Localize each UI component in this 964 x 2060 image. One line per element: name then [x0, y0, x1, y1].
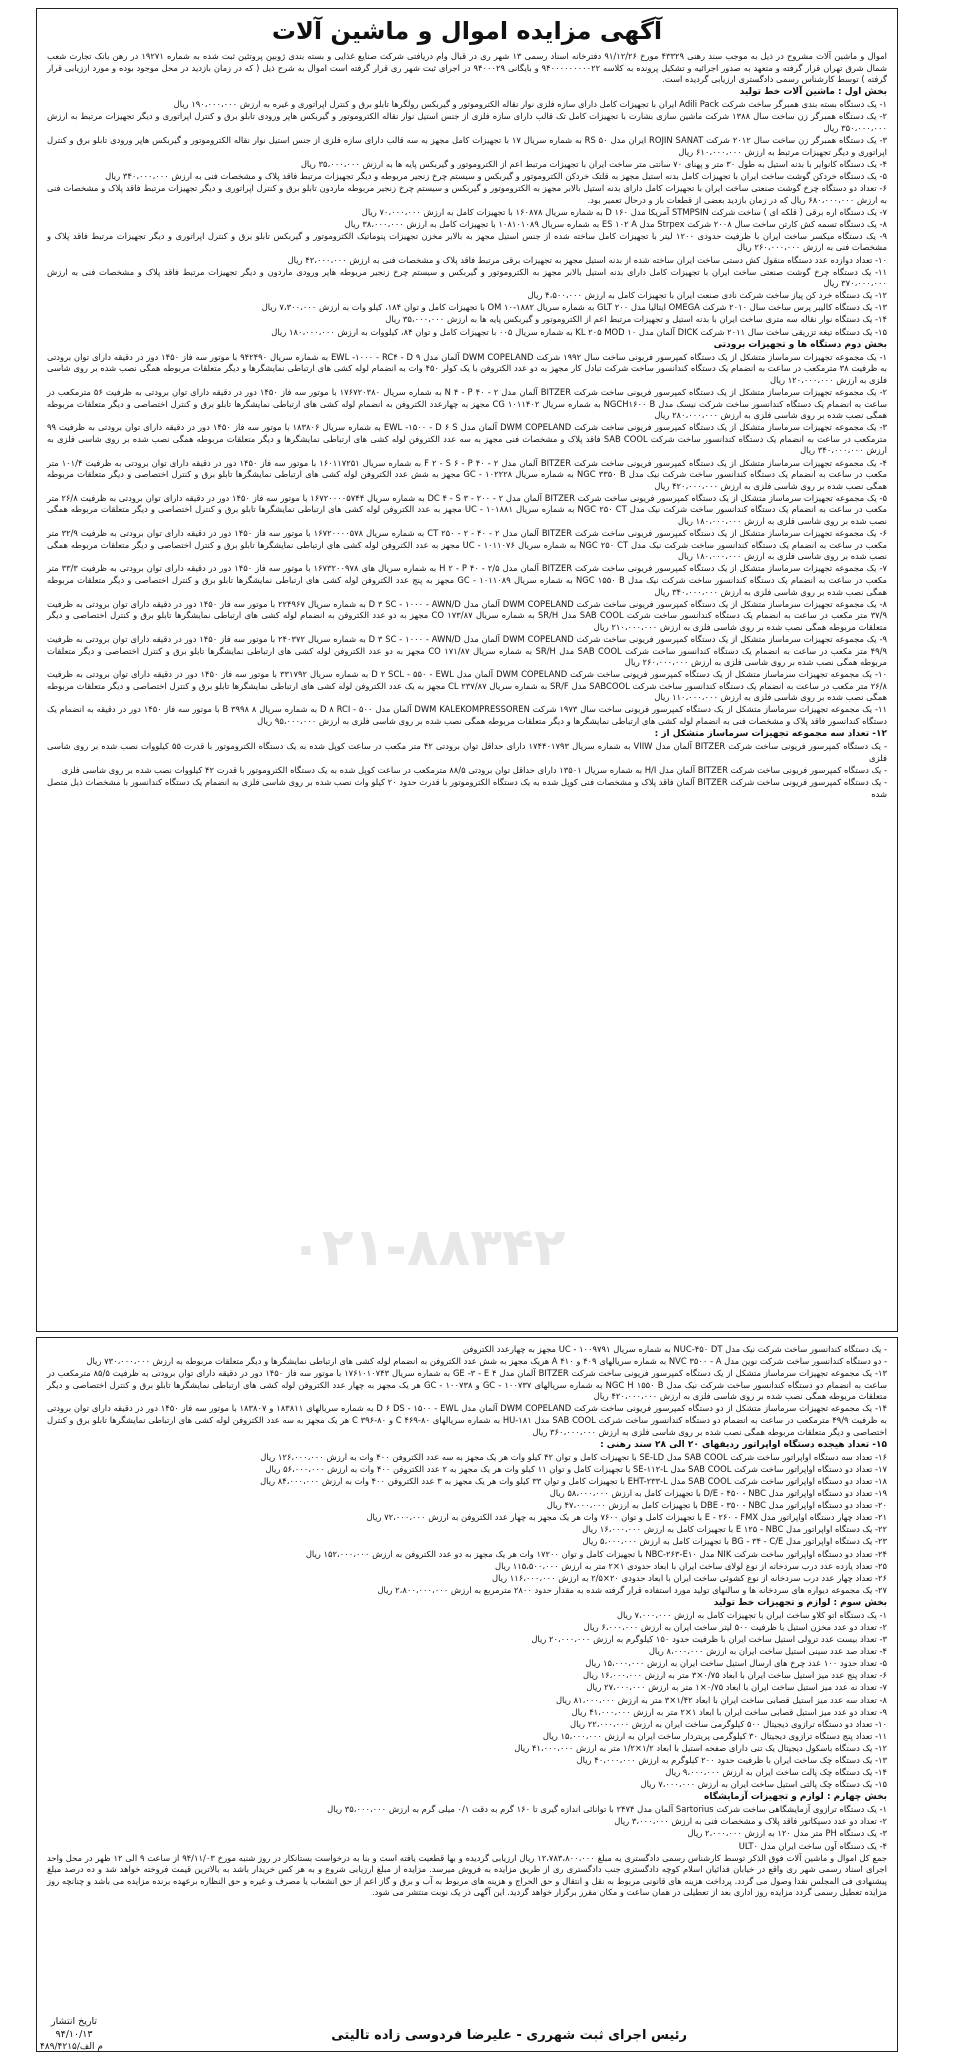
notice-part-2: [36, 1337, 898, 2052]
list-item: ۲۲- یک دستگاه اواپراتور مدل E ۱۲۵ - NBC با تجهیزات کامل به ارزش ۱۶،۰۰۰،۰۰۰ ریال: [582, 1524, 887, 1535]
list-item: - یک دستگاه کمپرسور فریونی ساخت شرکت BITZER آلمان فاقد پلاک و مشخصات فنی کوپل شده به یک دستگاه الکتروموتور با قدرت حدود ۲۰ کیلو وات نصب شده بر روی شاسی فلزی به انضمام یک دستگاه کندانسور با مشخصات ذیل متصل شده: [47, 776, 887, 799]
section-heading: ۱۲- تعداد سه مجموعه تجهیزات سرماساز متشکل از :: [654, 729, 887, 740]
list-item: ۲۴- تعداد دو دستگاه اواپراتور ساخت شرکت NIK مدل NBC-۲۶۳-E۱۰ با تجهیزات کامل و توان ۱۷۲۰۰ وات هر یک مجهز به دو عدد الکتروفن به ارزش ۱۵۲،۰۰۰،۰۰۰ ریال: [305, 1548, 887, 1559]
list-item: ۵- تعداد حدود ۱۰۰ عدد چرخ های ارسال استیل ساخت ایران به ارزش ۱۵،۰۰۰،۰۰۰ ریال: [585, 1658, 887, 1669]
list-item: ۱۴- یک دستگاه چک پالت ساخت ایران به ارزش ۹،۰۰۰،۰۰۰ ریال: [665, 1767, 887, 1778]
list-item: ۲- یک مجموعه تجهیزات سرماساز متشکل از یک دستگاه کمپرسور فریونی ساخت شرکت BITZER آلمان مدل N ۴ - P ۴۰ - ۲ به شماره سریال ۱۷۶۷۲۰۳۸۰ با موتور سه فاز ۱۴۵۰ دور در دقیقه دارای توان برودتی به ظرفیت ۵۶ مترمکعب در ساعت به انضمام یک دستگاه کندانسور ساخت شرکت نیسک مدل NGCH۱۶۰۰ B به شماره سریال ۱۰۱۱۴۰۲ CG مجهز به چهارعدد الکتروفن به انضمام لوله کشی های ارتباطی نمایشگرها تابلو برق و کنترل اختصاصی و دیگر متعلقات مربوطه همگی نصب شده بر روی شاسی فلزی به ارزش ۲۸۰،۰۰۰،۰۰۰ ریال: [47, 386, 887, 421]
list-item: ۱۰- تعداد دو دستگاه ترازوی دیجیتال ۵۰۰ کیلوگرمی ساخت ایران به ارزش ۲۲،۰۰۰،۰۰۰ ریال: [570, 1718, 887, 1729]
list-item: ۱۲- یک دستگاه باسکول دیجیتال یک تنی دارای صفحه استیل با ابعاد ۱/۲×۱/۲ متر به ارزش ۴۱،۰۰۰،۰۰۰ ریال: [514, 1742, 887, 1753]
sections-bottom: [47, 1439, 887, 1852]
list-item: ۳- یک دستگاه همبرگر زن ساخت سال ۲۰۱۲ شرکت ROJIN SANAT ایران مدل RS ۵۰ به شماره سریال ۱۷ با تجهیزات کامل مجهز به سه قالب دارای سازه فلزی از جنس استیل نوار نقاله الکتروموتور و گیربکس هاپر ورودی تابلو برق و کنترل اپراتوری و دیگر تجهیزات مرتبط به ارزش ۶۱۰،۰۰۰،۰۰۰ ریال: [47, 135, 887, 157]
list-item: ۲- تعداد دو عدد مخزن استیل با ظرفیت ۵۰۰ لیتر ساخت ایران به ارزش ۶،۰۰۰،۰۰۰ ریال: [583, 1621, 887, 1632]
page-title: آگهی مزایده اموال و ماشین آلات: [271, 17, 663, 45]
notice-part-1: [36, 8, 898, 1332]
list-item: ۷- تعداد نه عدد میز استیل ساخت ایران با ابعاد ۰/۷۵×۱ متر به ارزش ۲۷،۰۰۰،۰۰۰ ریال: [586, 1682, 887, 1693]
list-item: ۹- یک مجموعه تجهیزات سرماساز متشکل از یک دستگاه کمپرسور فریونی ساخت شرکت DWM COPELAND آلمان مدل D ۳ SC - ۱۰۰۰ - AWN/D به شماره سریال ۲۴۰۳۷۲ با موتور سه فاز ۱۴۵۰ دور در دقیقه دارای توان برودتی به ظرفیت ۴۹/۹ متر مکعب در ساعت به انضمام یک دستگاه کندانسور ساخت شرکت SAB COOL مدل SR/H به شماره سریال CO ۱۷۱/۸۷ مجهز به دو عدد الکتروفن لوله کشی های ارتباطی نمایشگرها تابلو برق و کنترل اختصاصی و دیگر متعلقات مربوطه همگی نصب شده بر روی شاسی فلزی به ارزش ۲۶۰،۰۰۰،۰۰۰ ریال: [47, 633, 887, 668]
section-heading: ۱۵- تعداد هیجده دستگاه اواپراتور ردیفهای ۲۰ الی ۲۸ سند رهنی :: [600, 1439, 887, 1450]
list-item: ۸- یک دستگاه تسمه کش کارتن ساخت سال ۲۰۰۸ شرکت Strpex مدل ES ۱۰۲ A به شماره سریال ۱۰۸۱۰۱۰۸۹ با تجهیزات کامل به ارزش ۳۸،۰۰۰،۰۰۰ ریال: [344, 218, 887, 229]
list-item: - یک دستگاه کندانسور ساخت شرکت نیک مدل NUC-۴۵۰ DT به شماره سریال ۱۰۰۹۷۹۱ - UC مجهز به چهارعدد الکتروفن: [463, 1344, 887, 1354]
publish-date-value: ۹۴/۱۰/۱۳: [55, 2029, 93, 2040]
footer: [47, 1999, 887, 2047]
publish-date-label: تاریخ انتشار: [51, 2016, 98, 2027]
list-item: ۳- یک دستگاه PH متر مدل ۱۲۰ به ارزش ۲،۰۰۰،۰۰۰ ریال: [687, 1828, 887, 1839]
signature: رئیس اجرای ثبت شهرری - علیرضا فردوسی زاده تالیتی: [331, 2028, 687, 2043]
list-item: ۲۰- تعداد دو دستگاه اواپراتور مدل DBE - ۳۵۰ - NBC با تجهیزات کامل به ارزش ۴۷،۰۰۰،۰۰۰ ریال: [546, 1500, 887, 1511]
list-item: ۱۱- تعداد پنج دستگاه ترازوی دیجیتال ۳۰ کیلوگرمی پریتردار ساخت ایران به ارزش ۱۵،۰۰۰،۰۰۰ ریال: [542, 1730, 887, 1741]
document-code: م الف/۴۸۹/۴۲۱۵: [40, 2042, 103, 2052]
list-item: ۱۱- یک دستگاه چرخ گوشت صنعتی ساخت ایران با تجهیزات کامل دارای بدنه استیل بالابر مجهز به الکتروموتور و گیربکس و سیستم چرخ زنجیر مربوطه هاپر ورودی ماردون و دیگر تجهیزات مرتبط فاقد پلاک و مشخصات فنی به ارزش ۳۷۰،۰۰۰،۰۰۰ ریال: [47, 266, 887, 289]
list-item: ۱۴- یک دستگاه نوار نقاله سه متری ساخت ایران با بدنه استیل و تجهیزات مرتبط اعم از الکتروموتور و گیربکس پایه ها به ارزش ۳۵،۰۰۰،۰۰۰ ریال: [385, 314, 887, 325]
list-item: ۱- یک مجموعه تجهیزات سرماساز متشکل از یک دستگاه کمپرسور فریونی ساخت سال ۱۹۹۲ شرکت DWM COPELAND آلمان مدل EWL -۱۰۰۰ - RC۴ - D ۹ به شماره سریال ۹۴۲۴۹۰ با موتور سه فاز ۱۴۵۰ دور در دقیقه دارای توان برودتی به ظرفیت ۳۸ مترمکعب در ساعت به انضمام یک دستگاه کندانسور ساخت شرکت تبادل کار مجهز به دو عدد الکتروفن با یک کولر ۴۵۰ وات به انضمام لوله کشی های ارتباطی نمایشگرها و دیگر متعلقات مربوطه همگی نصب شده بر روی شاسی فلزی به ارزش ۱۲۰،۰۰۰،۰۰۰ ریال: [47, 351, 887, 385]
section-heading: بخش دوم دستگاه ها و تجهیزات برودتی: [713, 339, 887, 350]
list-item: ۲- یک دستگاه همبرگر زن ساخت سال ۱۳۸۸ شرکت ماشین سازی بشارت با تجهیزات کامل تک قالب دارای سازه فلزی از جنس استیل نوار نقاله الکتروموتور و گیربکس هاپر ورودی تابلو برق و کنترل اپراتوری و دیگر تجهیزات مرتبط به ارزش ۳۵۰،۰۰۰،۰۰۰ ریال: [47, 111, 888, 133]
list-item: ۱۳- یک دستگاه کالیبر پرس ساخت سال ۲۰۱۰ شرکت OMEGA ایتالیا مدل GLT ۲۰۰ به شماره سریال ۱۸۸۲-۱۰ OM با تجهیزات کامل و توان ۱۸۴، کیلو وات به ارزش ۷،۳۰۰،۰۰۰ ریال: [261, 302, 887, 313]
list-item: ۸- یک مجموعه تجهیزات سرماساز متشکل از یک دستگاه کمپرسور فریونی ساخت شرکت DWM COPELAND آلمان مدل D ۳ SC - ۱۰۰۰ - AWN/D به شماره سریال ۲۲۴۹۶۷ با موتور سه فاز ۱۴۵۰ دور در دقیقه دارای توان برودتی به ظرفیت ۳۷/۹ متر مکعب در ساعت به انضمام یک دستگاه کندانسور ساخت شرکت SAB COOL مدل SR/H به شماره سریال CO ۱۷۳/۸۷ مجهز به دو عدد الکتروفن به انضمام لوله کشی های ارتباطی نمایشگرها تابلو برق و کنترل اختصاصی و دیگر متعلقات مربوطه همگی نصب شده بر روی شاسی فلزی به ارزش ۲۱۰،۰۰۰،۰۰۰ ریال: [47, 598, 888, 632]
publish-date: [51, 2015, 97, 2041]
list-item: ۲۷- یک مجموعه دیواره های سردخانه ها و سالنهای تولید مورد استفاده قرار گرفته شده به مقدار حدود ۲۸۰۰ مترمربع به ارزش ۲،۸۰۰،۰۰۰،۰۰۰ ریال: [377, 1584, 887, 1595]
list-item: ۲- تعداد دو عدد دسیکاتور فاقد پلاک و مشخصات فنی به ارزش ۳،۰۰۰،۰۰۰ ریال: [614, 1816, 887, 1827]
list-item: ۱- یک دستگاه اتو کلاو ساخت ایران با تجهیزات کامل به ارزش ۷،۰۰۰،۰۰۰ ریال: [616, 1609, 887, 1620]
continuation-list: [47, 1344, 887, 1438]
list-item: - یک دستگاه کمپرسور فریونی ساخت شرکت BITZER آلمان مدل H/I به شماره سریال ۱۳۵۰۱ دارای حداقل توان برودتی ۸۸/۵ مترمکعب در ساعت کوپل شده به یک دستگاه الکتروموتور با قدرت ۴۲ کیلووات نصب شده بر روی شاسی فلزی: [61, 764, 887, 775]
list-item: ۸- تعداد سه عدد میز استیل قصابی ساخت ایران با ابعاد ۱/۴۲×۳ متر به ارزش ۸۱،۰۰۰،۰۰۰ ریال: [555, 1694, 887, 1705]
list-item: ۴- یک دستگاه کانوایر با بدنه استیل به طول ۳۰ متر و پهنای ۷۰ سانتی متر ساخت ایران با تجهیزات مرتبط اعم از الکتروموتور و گیربکس پایه ها به ارزش ۳۵،۰۰۰،۰۰۰ ریال: [300, 158, 887, 169]
list-item: ۱۶- تعداد سه دستگاه اواپراتور ساخت شرکت SAB COOL مدل SE-LD با تجهیزات کامل و توان ۴۲ کیلو وات هر یک مجهز به سه عدد الکتروفن ۴۰۰ وات به ارزش ۱۲۶،۰۰۰،۰۰۰ ریال: [260, 1451, 887, 1462]
list-item: ۱۲- یک دستگاه خرد کن پیاز ساخت شرکت نادی صنعت ایران با تجهیزات کامل به ارزش ۴،۵۰۰،۰۰۰ ریال: [527, 290, 887, 301]
list-item: ۲۶- تعداد چهار عدد درب سردخانه از نوع کشوئی ساخت ایران با ابعاد حدودی ۲۰×۲/۵ به ارزش ۱۱۶،۰۰۰،۰۰۰ ریال: [492, 1572, 887, 1583]
list-item: ۱۳- یک دستگاه چک ساخت ایران با ظرفیت حدود ۲۰۰ کیلوگرم به ارزش ۴۰،۰۰۰،۰۰۰ ریال: [576, 1755, 887, 1765]
sections-top: [47, 86, 887, 800]
list-item: ۱۷- تعداد دو دستگاه اواپراتور ساخت شرکت SAB COOL مدل SE-۱۱۲-L با تجهیزات کامل و توان ۱۱ کیلو وات هر یک مجهز به ۲ عدد الکتروفن ۴۰۰ وات به ارزش ۵۶،۰۰۰،۰۰۰ ریال: [265, 1463, 887, 1474]
list-item: ۱۵- یک دستگاه تیغه تزریقی ساخت سال ۲۰۱۱ شرکت DICK آلمان مدل KL ۲۰۵ MOD ۱۰ به شماره سریال ۰۰۵ با تجهیزات کامل و توان ۸۴، کیلووات به ارزش ۱۸۰،۰۰۰،۰۰۰ ریال: [271, 326, 887, 337]
list-item: ۷- یک مجموعه تجهیزات سرماساز متشکل از یک دستگاه کمپرسور فریونی ساخت شرکت BITZER آلمان مدل H ۲ - P ۴۰ - ۲/۵ به شماره سریال های ۱۶۷۳۲۰۰۹۷۸ با موتور سه فاز ۱۴۵۰ دور در دقیقه دارای توان برودتی به ظرفیت ۳۳/۳ متر مکعب در ساعت به انضمام یک دستگاه کندانسور ساخت شرکت نیک مدل NGC ۱۵۵۰ B به شماره سریال ۱۰۱۱۰۸۹ - GC مجهز به پنج عدد الکتروفن لوله کشی های ارتباطی نمایشگرها تابلو برق و کنترل اختصاصی و دیگر متعلقات مربوطه همگی نصب شده بر روی شاسی فلزی به ارزش ۳۴۰،۰۰۰،۰۰۰ ریال: [47, 563, 888, 597]
list-item: ۱۳- یک مجموعه تجهیزات سرماساز متشکل از یک دستگاه کمپرسور فریونی ساخت شرکت BITZER آلمان مدل GE -۳ - E ۴ به شماره سریال ۱۷۶۱۰۱۰۷۴۳ با موتور سه فاز ۱۴۵۰ دور در دقیقه دارای توان برودتی به ظرفیت ۸۵/۵ مترمکعب در ساعت به انضمام دو دستگاه کندانسور ساخت شرکت نیک مدل NGC H ۱۵۵۰ B به شماره سریالهای GC - ۱۰۰۷۳۷ و GC - ۱۰۰۷۳۸ هر یک مجهز به چهار عدد الکتروفن لوله کشی های ارتباطی نمایشگرها تابلو برق و کنترل اختصاصی و دیگر متعلقات مربوطه همگی نصب شده بر روی شاسی فلزی به ارزش ۴۲۰،۰۰۰،۰۰۰ ریال: [47, 1368, 887, 1402]
list-item: ۳- تعداد بیست عدد ترولی استیل ساخت ایران با ظرفیت حدود ۱۵۰ کیلوگرم به ارزش ۲۰،۰۰۰،۰۰۰ ریال: [531, 1634, 887, 1645]
list-item: ۱- یک دستگاه بسته بندی همبرگر ساخت شرکت Adili Pack ایران با تجهیزات کامل دارای سازه فلزی نوار نقاله الکتروموتور و گیربکس رولگرها تابلو برق و کنترل اپراتوری و غیره به ارزش ۱۹۰،۰۰۰،۰۰۰ ریال: [173, 99, 887, 110]
list-item: ۴- یک مجموعه تجهیزات سرماساز متشکل از یک دستگاه کمپرسور فریونی ساخت شرکت BITZER آلمان مدل F ۲ - S ۶ - P ۴۰ - ۲ به شماره سریال ۱۶۰۱۱۷۲۵۱ با موتور سه فاز ۱۴۵۰ دور در دقیقه دارای توان برودتی به ظرفیت ۱۰۱/۴ متر مکعب در ساعت به انضمام یک دستگاه کندانسور ساخت شرکت نیک مدل NGC ۳۳۵۰ B به شماره سریال ۱۰۲۲۲۸ - GC مجهز به شش عدد الکتروفن لوله کشی های ارتباطی نمایشگرها تابلو برق و کنترل اختصاصی و دیگر متعلقات مربوطه همگی نصب شده بر روی شاسی فلزی به ارزش ۴۲۰،۰۰۰،۰۰۰ ریال: [47, 457, 887, 491]
list-item: ۲۱- تعداد چهار دستگاه اواپراتور مدل E - ۲۶۰ - FMX با تجهیزات کامل و توان ۷۶۰۰ وات هر یک مجهز به چهار عدد الکتروفن به ارزش ۷۲،۰۰۰،۰۰۰ ریال: [366, 1512, 887, 1523]
list-item: ۲۳- یک دستگاه اواپراتور مدل BG - ۳۴ - C/E با تجهیزات کامل به ارزش ۵،۰۰۰،۰۰۰ ریال: [582, 1536, 887, 1547]
section-heading: بخش اول : ماشین آلات خط تولید: [739, 87, 887, 98]
list-item: ۱- یک دستگاه ترازوی آزمایشگاهی ساخت شرکت Sartorius آلمان مدل ۲۴۷۴ با توانائی اندازه گیری تا ۱۶۰ گرم به دقت ۰/۱ میلی گرم به ارزش ۳۵،۰۰۰،۰۰۰ ریال: [327, 1804, 887, 1815]
list-item: ۱۱- یک مجموعه تجهیزات سرماساز متشکل از یک دستگاه کمپرسور فریونی ساخت سال ۱۹۷۳ شرکت DWM KALEKOMPRESSOREN آلمان مدل D ۸ RCI - ۵۰۰ به شماره سریال B ۳۹۹۸ ۸ با موتور سه فاز ۱۴۵۰ دور در دقیقه به انضمام یک دستگاه کندانسور فاقد پلاک و مشخصات فنی به انضمام لوله کشی های ارتباطی نمایشگرها و دیگر متعلقات مربوطه همگی نصب شده بر روی شاسی فلزی به ارزش ۹۵،۰۰۰،۰۰۰ ریال: [47, 704, 887, 727]
list-item: ۱۸- تعداد دو دستگاه اواپراتور ساخت شرکت SAB COOL مدل EHT-۲۳۳-L با تجهیزات کامل و توان ۳۳ کیلو وات هر یک مجهز به ۳ عدد الکتروفن ۴۰۰ وات به ارزش ۸۴،۰۰۰،۰۰۰ ریال: [260, 1475, 887, 1486]
list-item: ۶- تعداد پنج عدد میز استیل ساخت ایران با ابعاد ۰/۷۵×۳ متر به ارزش ۱۶،۰۰۰،۰۰۰ ریال: [582, 1670, 887, 1681]
closing-paragraph: جمع کل اموال و ماشین آلات فوق الذکر توسط کارشناس رسمی دادگستری به مبلغ ۱۲،۷۸۳،۸۰۰،۰۰۰ ریال ارزیابی گردیده و بها قطعیت یافته است و بنا به درخواست بستانکار در روز شنبه مورخ ۹۴/۱۱/۰۳ از ساعت ۹ الی ۱۲ ظهر در محل واحد اجرای اسناد رسمی شهر ری واقع در خیابان فدائیان اسلام کوچه دادگستری جنب دادگستری ری از طریق مزایده به فروش میرسد. مزایده از مبلغ ارزیابی شروع و به هر کس خریدار باشد به بالاترین قیمت فروخته خواهد شد و ده درصد مبلغ پیشنهادی فی المجلس نقدا وصول می گردد. پرداخت هزینه های قانونی مربوط به نقل و انتقال و حق الحراج و هزینه های مربوط به آب و برق و گاز اعم از حق انشعاب یا مصرف و غیره و حق النظاره برعهده برنده مزایده می باشد و چنانچه روز مزایده تعطیل رسمی گردد مزایده روز اداری بعد از تعطیلی در همان ساعت و مکان مقرر برگزار خواهد گردید. این آگهی در یک نوبت منتشر می شود.: [47, 1852, 888, 1898]
list-item: ۳- یک مجموعه تجهیزات سرماساز متشکل از یک دستگاه کمپرسور فریونی ساخت شرکت DWM COPELAND آلمان مدل EWL -۱۵۰۰ - D ۶ S به شماره سریال ۱۸۳۸۰۶ با موتور سه فاز ۱۴۵۰ دور در دقیقه دارای توان برودتی به ظرفیت ۹۹ مترمکعب در ساعت به انضمام یک دستگاه کندانسور ساخت شرکت SAB COOL فاقد پلاک و مشخصات فنی مجهز به سه عدد الکتروفن لوله کشی های ارتباطی نمایشگرها و دیگر متعلقات مربوطه همگی نصب شده بر روی شاسی فلزی به ارزش ۳۴۰،۰۰۰،۰۰۰ ریال: [47, 422, 887, 456]
list-item: ۱۰- تعداد دوازده عدد دستگاه منقول کش دستی ساخت ایران ساخته شده از بدنه استیل مجهز به تجهیزات برقی مرتبط فاقد پلاک و مشخصات فنی به ارزش ۴۲،۰۰۰،۰۰۰ ریال: [287, 254, 887, 265]
list-item: ۴- یک دستگاه آون ساخت ایران مدل ULT۰: [738, 1840, 887, 1851]
list-item: ۵- یک دستگاه خردکن گوشت ساخت ایران با تجهیزات کامل بدنه استیل مجهز به قلتک خردکن الکتروموتور و گیربکس و سیستم چرخ زنجیر مربوطه و دیگر تجهیزات مرتبط فاقد پلاک و مشخصات فنی به ارزش ۳۴۰،۰۰۰،۰۰۰ ریال: [105, 170, 887, 181]
list-item: ۴- تعداد صد عدد سینی استیل ساخت ایران به ارزش ۸،۰۰۰،۰۰۰ ریال: [648, 1646, 887, 1657]
list-item: ۶- تعداد دو دستگاه چرخ گوشت صنعتی ساخت ایران با تجهیزات کامل دارای بدنه استیل بالابر مجهز به الکتروموتور و گیربکس و سیستم چرخ زنجیر مربوطه ماردون تابلو برق و کنترل اپراتوری و دیگر تجهیزات مرتبط فاقد پلاک و مشخصات فنی به ارزش ۶۸۰،۰۰۰،۰۰۰ ریال که در زمان بازدید بعضی از قطعات باز و درحال تعمیر بود.: [47, 182, 887, 205]
intro-paragraph: اموال و ماشین آلات مشروح در ذیل به موجب سند رهنی ۴۳۳۲۹ مورخ ۹۱/۱۲/۲۶ دفترخانه اسناد رسمی ۱۳ شهر ری در قبال وام دریافتی شرکت صنایع غذایی و بسته بندی ژوبین پروتئین ثبت شده به شماره ۱۹۲۷۱ در رهن بانک تجارت شعب شمال شرق تهران قرار گرفته و متعهد به صدور اجرائیه و تشکیل پرونده به کلاسه ۹۴۰۰۰۰۰۰۰۰۰۲۲ و بایگانی ۹۴۰۰۰۲۹ در اجرای ثبت شهر ری قرار گرفته است اموال به شرح ذیل ( که در زمان بازدید در محل موجود بوده و مورد ارزیابی قرار گرفته ) توسط کارشناس رسمی دادگستری ارزیابی گردیده است.: [47, 51, 887, 85]
list-item: ۹- تعداد دو عدد میز استیل قصابی ساخت ایران با ابعاد ۱×۲ متر به ارزش ۴۱،۰۰۰،۰۰۰ ریال: [571, 1706, 887, 1717]
section-heading: بخش چهارم : لوازم و تجهیزات آزمایشگاه: [704, 1792, 887, 1803]
list-item: ۹- یک دستگاه میکسر ساخت ایران با ظرفیت حدودی ۱۲۰۰ لیتر با تجهیزات کامل ساخته شده از جنس استیل مجهز به بالابر مخزن تجهیزات پنوماتیک الکتروموتور و گیربکس تابلو برق و کنترل اپراتوری و دیگر تجهیزات مرتبط فاقد پلاک و مشخصات فنی به ارزش ۲۶۰،۰۰۰،۰۰۰ ریال: [47, 230, 887, 253]
list-item: ۱۹- تعداد دو دستگاه اواپراتور مدل D/E - ۴۵۰ - NBC با تجهیزات کامل به ارزش ۵۸،۰۰۰،۰۰۰ ریال: [549, 1488, 887, 1499]
list-item: ۱۵- یک دستگاه چک پالتی استیل ساخت ایران به ارزش ۷،۰۰۰،۰۰۰ ریال: [640, 1779, 887, 1790]
list-item: ۵- یک مجموعه تجهیزات سرماساز متشکل از یک دستگاه کمپرسور فریونی ساخت شرکت BITZER آلمان مدل DC ۴ - S ۳ - ۲۰۰ - ۲ به شماره سریال ۱۶۷۲۰۰۰۰۵۷۴۴ با موتور سه فاز ۱۴۵۰ دور در دقیقه دارای توان برودتی به ظرفیت ۲۶/۸ متر مکعب در ساعت به انضمام یک دستگاه کندانسور ساخت شرکت نیک مدل NGC ۲۵۰ CT به شماره سریال ۱۰۱۸۸۱ - UC مجهز به عدد الکتروفن لوله کشی های ارتباطی نمایشگرها تابلو برق و کنترل اختصاصی و دیگر متعلقات مربوطه همگی نصب شده بر روی شاسی فلزی به ارزش ۱۸۰،۰۰۰،۰۰۰ ریال: [47, 492, 888, 526]
list-item: - یک دستگاه کمپرسور فریونی ساخت شرکت BITZER آلمان مدل VIIW به شماره سریال ۱۷۴۴۰۱۷۹۳ دارای حداقل توان برودتی ۴۲ متر مکعب در ساعت کوپل شده به یک دستگاه الکتروموتور با قدرت ۵۵ کیلووات نصب شده بر روی شاسی فلزی: [47, 741, 887, 763]
list-item: ۲۵- تعداد یازده عدد درب سردخانه از نوع لولای ساخت ایران با ابعاد حدودی ۱×۲ متر به ارزش ۱۱۵،۵۰۰،۰۰۰ ریال: [495, 1560, 887, 1571]
list-item: ۱۰- یک مجموعه تجهیزات سرماساز متشکل از یک دستگاه کمپرسور فریونی ساخت شرکت DWM COPELAND آلمان مدل D ۲ SCL - ۵۵۰ - EWL به شماره سریال ۳۳۱۷۹۲ با موتور سه فاز ۱۴۵۰ دور در دقیقه دارای توان برودتی به ظرفیت ۲۶/۸ متر مکعب در ساعت به انضمام یک دستگاه کندانسور ساخت شرکت SABCOOL مدل SR/F به شماره سریال CL ۲۳۷/۸۷ مجهز به یک عدد الکتروفن لوله کشی های ارتباطی نمایشگرها تابلو برق و کنترل اختصاصی و دیگر متعلقات مربوطه همگی نصب شده بر روی شاسی فلزی به ارزش ۱۱۰،۰۰۰،۰۰۰ ریال: [47, 669, 888, 703]
section-heading: بخش سوم : لوازم و تجهیزات خط تولید: [713, 1597, 887, 1608]
list-item: ۶- یک مجموعه تجهیزات سرماساز متشکل از یک دستگاه کمپرسور فریونی ساخت شرکت BITZER آلمان مدل CT ۲۵۰ - ۲ - ۴۰ - ۲ به شماره سریال ۱۶۷۲۰۰۰۰۵۷۸ با موتور سه فاز ۱۴۵۰ دور در دقیقه دارای توان برودتی به ظرفیت ۳۲/۹ متر مکعب در ساعت به انضمام یک دستگاه کندانسور ساخت شرکت نیک مدل NGC ۲۵۰ CT به شماره سریال ۱۰۱۱۰۷۶ - UC مجهز به عدد الکتروفن لوله کشی های ارتباطی نمایشگرها تابلو برق و کنترل اختصاصی و دیگر متعلقات مربوطه همگی نصب شده بر روی شاسی فلزی به ارزش ۱۸۰،۰۰۰،۰۰۰ ریال: [47, 528, 887, 562]
list-item: ۱۴- یک مجموعه تجهیزات سرماساز متشکل از دو دستگاه کمپرسور فریونی ساخت شرکت DWM COPELAND آلمان مدل D ۶ DS - ۱۵۰۰ - EWL به شماره سریالهای ۱۸۳۸۱۱ و ۱۸۳۸۰۷ با موتور سه فاز ۱۴۵۰ دور در دقیقه دارای توان برودتی به ظرفیت ۴۹/۹ مترمکعب در ساعت به انضمام دو دستگاه کندانسور ساخت شرکت SAB COOL مدل HU-۱۸۱ به شماره سریالهای C ۴۶۹-۸۰ و C ۳۹۶-۸۰ هر یک مجهز به سه عدد الکتروفن لوله کشی های ارتباطی نمایشگرها تابلو برق و کنترل اختصاصی و دیگر متعلقات مربوطه همگی نصب شده بر روی شاسی فلزی به ارزش ۳۶۰،۰۰۰،۰۰۰ ریال: [47, 1403, 887, 1437]
list-item: ۷- یک دستگاه اره برقی ( قلکه ای ) ساخت شرکت STMPSIN آمریکا مدل ۱۶۰ D به شماره سریال ۱۶۰۸۷۸ با تجهیزات کامل به ارزش ۷۰،۰۰۰،۰۰۰ ریال: [361, 206, 887, 217]
list-item: - دو دستگاه کندانسور ساخت شرکت نوین مدل NVC ۳۵۰۰ - A به شماره سریالهای ۴۰۹ و ۴۱۰ A هریک مجهز به شش عدد الکتروفن به انضمام لوله کشی های ارتباطی نمایشگرها و دیگر متعلقات مربوطه به ارزش ۷۳۰،۰۰۰،۰۰۰ ریال: [86, 1356, 887, 1367]
